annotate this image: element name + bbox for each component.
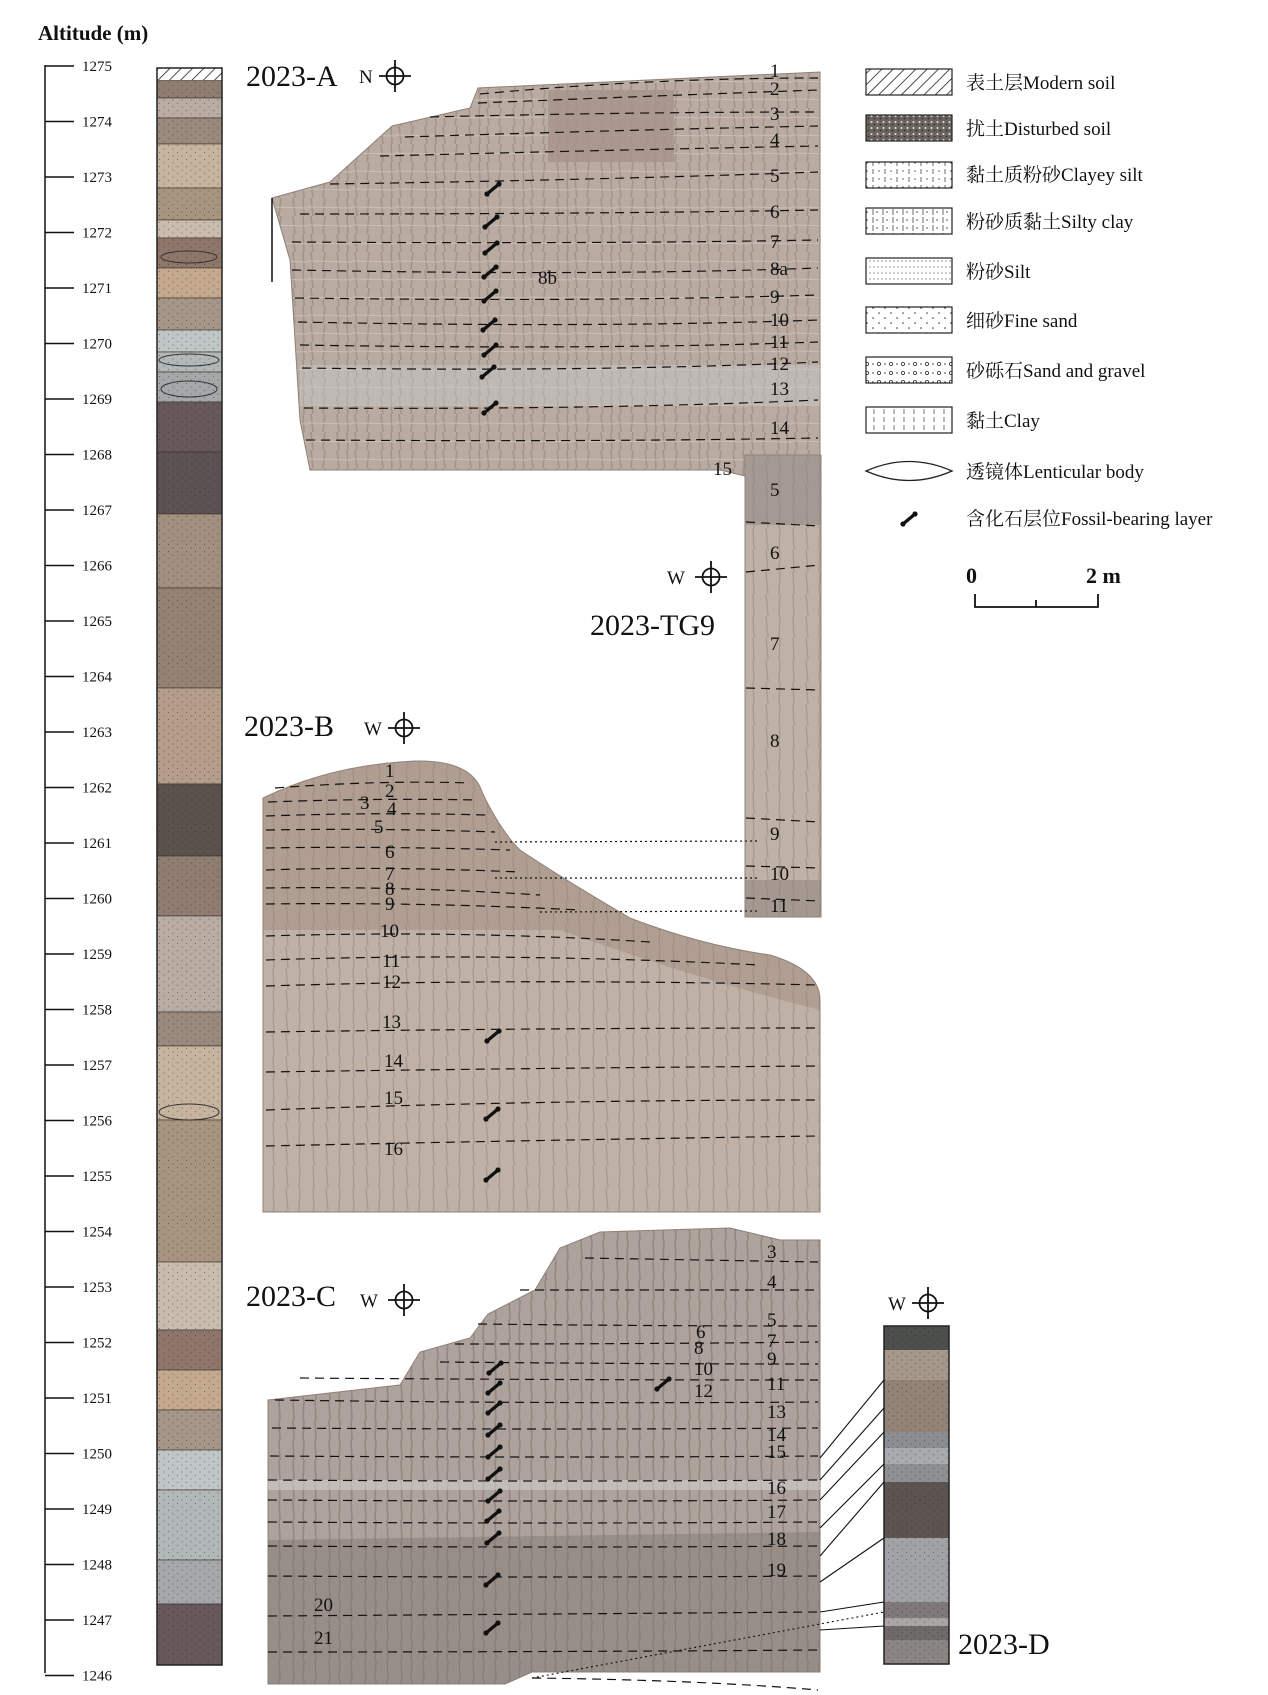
section-2023-TG9 <box>590 455 821 917</box>
layer-number-label: 8 <box>694 1338 704 1359</box>
compass-direction-label: W <box>667 568 685 589</box>
axis-tick-label: 1248 <box>82 1557 112 1574</box>
layer-number-label: 6 <box>770 543 780 564</box>
layer-number-label: 4 <box>770 130 780 151</box>
section-c-compass <box>360 1284 420 1316</box>
axis-tick-label: 1256 <box>82 1113 112 1130</box>
axis-tick-label: 1272 <box>82 225 112 242</box>
scale-bar-line <box>975 594 1098 607</box>
axis-tick-label: 1247 <box>82 1613 112 1629</box>
scale-end-label: 2 m <box>1086 563 1121 588</box>
axis-tick-label: 1263 <box>82 725 112 741</box>
axis-tick-label: 1267 <box>82 503 112 519</box>
axis-tick-label: 1259 <box>82 947 112 963</box>
axis-tick-label: 1251 <box>82 1391 112 1407</box>
layer-number-label: 3 <box>770 104 780 125</box>
layer-number-label: 16 <box>384 1139 403 1160</box>
layer-number-label: 14 <box>770 418 789 439</box>
section-a-compass <box>359 60 411 92</box>
compass-direction-label: N <box>359 67 373 88</box>
lens-icon <box>866 462 952 481</box>
legend-label: 砂砾石Sand and gravel <box>966 361 1146 382</box>
axis-title: Altitude (m) <box>38 21 149 45</box>
disturbed-swatch-icon <box>866 115 952 141</box>
layer-number-label: 10 <box>694 1359 713 1380</box>
layer-number-label: 10 <box>380 921 399 942</box>
axis-tick-label: 1269 <box>82 392 112 408</box>
layer-number-label: 7 <box>770 634 780 655</box>
sand-gravel-swatch-icon <box>866 357 952 383</box>
layer-number-label: 6 <box>385 842 395 863</box>
axis-tick-label: 1265 <box>82 614 112 630</box>
axis-ticks <box>45 59 113 1685</box>
axis-tick-label: 1258 <box>82 1002 112 1019</box>
layer-number-label: 1 <box>385 761 395 782</box>
section-d-title: 2023-D <box>958 1628 1050 1661</box>
legend-item-fine-sand <box>866 307 1078 333</box>
legend-item-clay <box>866 407 1040 433</box>
section-2023-B <box>244 710 820 1212</box>
layer-number-label: 12 <box>382 972 401 993</box>
axis-tick-label: 1252 <box>82 1335 112 1352</box>
layer-number-label: 14 <box>384 1051 403 1072</box>
layer-number-label: 3 <box>767 1242 777 1263</box>
legend-item-clayey-silt <box>866 162 1144 188</box>
layer-number-label: 7 <box>770 232 780 253</box>
layer-number-label: 15 <box>384 1088 403 1109</box>
column-texture <box>157 68 222 1665</box>
layer-number-label: 11 <box>770 332 789 353</box>
axis-tick-label: 1254 <box>82 1224 112 1241</box>
layer-number-label: 13 <box>767 1402 786 1423</box>
legend-label: 粉砂质黏土Silty clay <box>966 212 1134 233</box>
layer-number-label: 13 <box>382 1012 401 1033</box>
layer-number-label: 18 <box>767 1529 786 1550</box>
layer-number-label: 8a <box>770 259 788 280</box>
axis-tick-label: 1266 <box>82 558 112 575</box>
section-b-compass <box>364 712 420 744</box>
legend-label: 表土层Modern soil <box>966 73 1116 94</box>
axis-tick-label: 1257 <box>82 1058 112 1074</box>
axis-tick-label: 1273 <box>82 170 112 186</box>
axis-tick-label: 1268 <box>82 447 112 464</box>
section-a-pale-band <box>300 365 820 405</box>
section-2023-C <box>246 1228 820 1690</box>
hatch-swatch-icon <box>866 69 952 95</box>
layer-number-label: 5 <box>767 1310 777 1331</box>
layer-number-label: 5 <box>770 166 780 187</box>
layer-number-label: 10 <box>770 310 789 331</box>
layer-number-label: 10 <box>770 864 789 885</box>
scale-bar <box>966 563 1121 607</box>
legend-label: 细砂Fine sand <box>966 311 1078 332</box>
axis-tick-label: 1274 <box>82 114 112 131</box>
layer-number-label: 11 <box>767 1374 786 1395</box>
clayey-silt-swatch-icon <box>866 162 952 188</box>
layer-number-label: 19 <box>767 1560 786 1581</box>
layer-number-label: 12 <box>770 354 789 375</box>
layer-number-label: 11 <box>770 896 789 917</box>
section-tg9-title: 2023-TG9 <box>590 609 715 642</box>
legend-label: 扰土Disturbed soil <box>966 119 1112 140</box>
section-a-layer-8b: 8b <box>538 268 557 289</box>
axis-tick-label: 1271 <box>82 281 112 297</box>
legend-item-silt <box>866 258 1031 284</box>
layer-number-label: 13 <box>770 379 789 400</box>
section-a-title: 2023-A <box>246 60 338 93</box>
layer-number-label: 5 <box>374 817 384 838</box>
layer-number-label: 6 <box>770 202 780 223</box>
silty-clay-swatch-icon <box>866 208 952 234</box>
layer-number-label: 9 <box>385 894 395 915</box>
column-modern-soil <box>157 68 222 80</box>
compass-direction-label: W <box>364 719 382 740</box>
section-tg9-compass <box>667 561 727 593</box>
layer-number-label: 12 <box>694 1381 713 1402</box>
axis-tick-label: 1249 <box>82 1502 112 1518</box>
layer-number-label: 2 <box>385 781 395 802</box>
layer-number-label: 9 <box>770 287 780 308</box>
compass-direction-label: W <box>360 1291 378 1312</box>
section-d-correlation-lines <box>820 1380 884 1630</box>
layer-number-label: 8 <box>385 879 395 900</box>
layer-number-label: 7 <box>385 864 395 885</box>
scale-zero-label: 0 <box>966 563 977 588</box>
layer-number-label: 4 <box>767 1272 777 1293</box>
layer-number-label: 2 <box>770 79 780 100</box>
layer-number-label: 4 <box>387 799 397 820</box>
section-d-compass <box>888 1287 944 1319</box>
compass-direction-label: W <box>888 1294 906 1315</box>
legend-label: 黏土Clay <box>966 411 1040 432</box>
layer-number-label: 1 <box>770 61 780 82</box>
legend-item-silty-clay <box>866 208 1134 234</box>
layer-number-label: 14 <box>767 1425 786 1446</box>
layer-number-label: 3 <box>360 793 370 814</box>
axis-tick-label: 1253 <box>82 1280 112 1296</box>
legend-item-disturbed-soil <box>866 115 1111 141</box>
layer-number-label: 7 <box>767 1331 777 1352</box>
layer-number-label: 17 <box>767 1502 786 1523</box>
axis-tick-label: 1250 <box>82 1446 112 1463</box>
fossil-icon <box>900 511 917 526</box>
silt-swatch-icon <box>866 258 952 284</box>
layer-number-label: 9 <box>767 1349 777 1370</box>
section-b-title: 2023-B <box>244 710 334 743</box>
altitude-axis <box>38 21 148 1685</box>
axis-tick-label: 1261 <box>82 836 112 852</box>
legend-label: 粉砂Silt <box>966 262 1031 283</box>
axis-tick-label: 1264 <box>82 669 112 686</box>
layer-number-label: 9 <box>770 824 780 845</box>
layer-number-label: 16 <box>767 1478 786 1499</box>
axis-tick-label: 1270 <box>82 336 112 353</box>
legend-label: 透镜体Lenticular body <box>966 462 1144 483</box>
legend-item-modern-soil <box>866 69 1115 95</box>
clay-swatch-icon <box>866 407 952 433</box>
layer-number-label: 8 <box>770 731 780 752</box>
section-2023-A <box>246 60 820 480</box>
layer-number-label: 11 <box>382 951 401 972</box>
axis-tick-label: 1262 <box>82 780 112 797</box>
axis-tick-label: 1275 <box>82 59 112 75</box>
section-c-title: 2023-C <box>246 1280 336 1313</box>
layer-number-label: 15 <box>767 1442 786 1463</box>
layer-number-label: 21 <box>314 1628 333 1649</box>
section-a-layer-15: 15 <box>713 459 732 480</box>
axis-tick-label: 1255 <box>82 1169 112 1185</box>
axis-tick-label: 1260 <box>82 891 112 908</box>
legend-item-fossil-bearing-layer <box>900 508 1213 530</box>
legend <box>866 69 1213 607</box>
layer-number-label: 20 <box>314 1595 333 1616</box>
legend-item-sand-gravel <box>866 357 1145 383</box>
axis-tick-label: 1246 <box>82 1668 112 1685</box>
layer-number-label: 6 <box>696 1322 706 1343</box>
legend-label: 含化石层位Fossil-bearing layer <box>966 509 1213 530</box>
legend-item-lenticular-body <box>866 461 1144 483</box>
legend-label: 黏土质粉砂Clayey silt <box>966 165 1143 186</box>
fine-sand-swatch-icon <box>866 307 952 333</box>
layer-number-label: 5 <box>770 480 780 501</box>
